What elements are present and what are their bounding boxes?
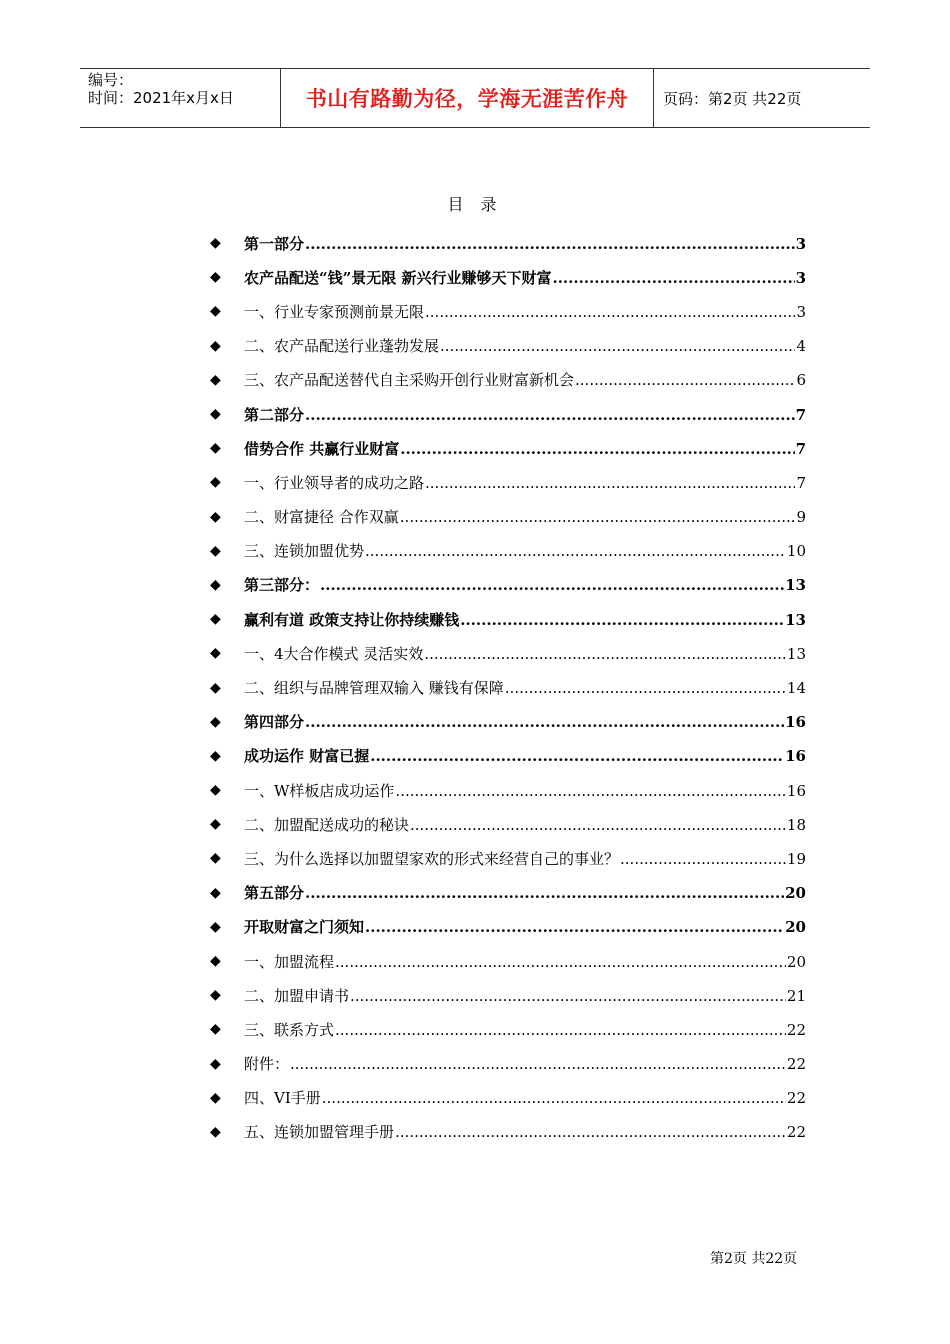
header-meta <box>80 69 281 127</box>
toc-entry-label: 附件： <box>244 1055 290 1074</box>
toc-entry-page: 4 <box>796 337 806 356</box>
toc-entry-label: 三、连锁加盟优势 <box>244 542 365 561</box>
toc-entry-page: 3 <box>795 268 806 287</box>
header-motto: 书山有路勤为径，学海无涯苦作舟 <box>281 69 654 127</box>
toc-entry[interactable] <box>210 705 806 739</box>
toc-leader-dots <box>424 645 786 663</box>
toc-entry[interactable] <box>210 1047 806 1081</box>
toc-entry-label: 第二部分 <box>244 405 305 424</box>
toc-entry-page: 18 <box>786 815 806 834</box>
diamond-bullet-icon: ◆ <box>210 1089 221 1106</box>
toc-entry-text <box>244 438 806 459</box>
toc-entry[interactable] <box>210 1115 806 1149</box>
toc-entry[interactable] <box>210 363 806 397</box>
toc-entry-page: 20 <box>785 884 806 903</box>
toc-entry-page: 6 <box>796 371 806 390</box>
toc-leader-dots <box>400 440 794 458</box>
diamond-bullet-icon: ◆ <box>210 713 221 730</box>
toc-leader-dots <box>365 918 784 936</box>
toc-entry-page: 16 <box>786 781 806 800</box>
toc-entry[interactable] <box>210 500 806 534</box>
toc-leader-dots <box>620 850 786 868</box>
toc-entry-label: 赢利有道 政策支持让你持续赚钱 <box>244 610 460 629</box>
toc-entry-page: 7 <box>795 439 806 458</box>
toc-entry-label: 二、财富捷径 合作双赢 <box>244 508 399 527</box>
toc-entry-text <box>244 1019 806 1040</box>
toc-entry-text <box>244 506 806 527</box>
toc-entry-label: 一、4大合作模式 灵活实效 <box>244 644 424 663</box>
toc-entry[interactable] <box>210 807 806 841</box>
toc-entry-page: 22 <box>786 1123 806 1142</box>
page-footer: 第2页 共22页 <box>710 1251 798 1267</box>
toc-leader-dots <box>505 679 786 697</box>
toc-entry-label: 一、加盟流程 <box>244 952 335 971</box>
toc-leader-dots <box>320 576 784 594</box>
toc-entry-page: 16 <box>785 747 806 766</box>
toc-entry-page: 3 <box>795 234 806 253</box>
toc-entry[interactable] <box>210 876 806 910</box>
diamond-bullet-icon: ◆ <box>210 1123 221 1140</box>
diamond-bullet-icon: ◆ <box>210 337 221 354</box>
toc-entry-page: 13 <box>786 644 806 663</box>
toc-entry-text <box>244 745 806 766</box>
toc-entry-text <box>244 916 806 937</box>
diamond-bullet-icon: ◆ <box>210 1055 221 1072</box>
toc-entry[interactable] <box>210 534 806 568</box>
toc-entry-page: 3 <box>796 302 806 321</box>
toc-entry-text <box>244 267 806 288</box>
toc-leader-dots <box>425 474 795 492</box>
diamond-bullet-icon: ◆ <box>210 576 221 593</box>
toc-entry-label: 三、联系方式 <box>244 1020 335 1039</box>
toc-entry[interactable] <box>210 397 806 431</box>
toc-entry-page: 19 <box>786 849 806 868</box>
toc-entry-text <box>244 540 806 561</box>
toc-entry-page: 22 <box>786 1055 806 1074</box>
diamond-bullet-icon: ◆ <box>210 440 221 457</box>
toc-leader-dots <box>305 884 784 902</box>
toc-entry-page: 7 <box>795 405 806 424</box>
toc-leader-dots <box>552 269 794 287</box>
toc-leader-dots <box>575 371 795 389</box>
header-page-label: 页码：第2页 共22页 <box>663 89 802 108</box>
toc-entry-text <box>244 1087 806 1108</box>
toc-entry[interactable] <box>210 739 806 773</box>
toc-entry-text <box>244 574 806 595</box>
toc-entry-text <box>244 301 806 322</box>
diamond-bullet-icon: ◆ <box>210 782 221 799</box>
diamond-bullet-icon: ◆ <box>210 542 221 559</box>
diamond-bullet-icon: ◆ <box>210 747 221 764</box>
toc-entry-label: 五、连锁加盟管理手册 <box>244 1123 395 1142</box>
toc-entry-label: 借势合作 共赢行业财富 <box>244 439 400 458</box>
diamond-bullet-icon: ◆ <box>210 371 221 388</box>
toc-leader-dots <box>335 1021 786 1039</box>
toc-entry[interactable] <box>210 636 806 670</box>
toc-entry[interactable] <box>210 1012 806 1046</box>
diamond-bullet-icon: ◆ <box>210 953 221 970</box>
toc-entry-label: 二、组织与品牌管理双输入 赚钱有保障 <box>244 679 504 698</box>
toc-entry-page: 16 <box>785 713 806 732</box>
toc-entry-label: 三、为什么选择以加盟望家欢的形式来经营自己的事业？ <box>244 849 620 868</box>
toc-entry-text <box>244 1053 806 1074</box>
toc-leader-dots <box>350 987 786 1005</box>
toc-entry[interactable] <box>210 431 806 465</box>
diamond-bullet-icon: ◆ <box>210 679 221 696</box>
toc-leader-dots <box>410 816 786 834</box>
toc-entry-text <box>244 711 806 732</box>
toc-entry-label: 第四部分 <box>244 713 305 732</box>
toc-entry-label: 第一部分 <box>244 234 305 253</box>
toc-entry-page: 20 <box>786 952 806 971</box>
toc-entry[interactable] <box>210 226 806 260</box>
toc-leader-dots <box>395 1123 786 1141</box>
toc-entry-text <box>244 643 806 664</box>
toc-entry-label: 一、行业专家预测前景无限 <box>244 302 425 321</box>
toc-leader-dots <box>335 953 786 971</box>
toc-entry-label: 三、农产品配送替代自主采购开创行业财富新机会 <box>244 371 575 390</box>
diamond-bullet-icon: ◆ <box>210 269 221 286</box>
diamond-bullet-icon: ◆ <box>210 918 221 935</box>
toc-entry[interactable] <box>210 773 806 807</box>
toc-leader-dots <box>395 782 785 800</box>
diamond-bullet-icon: ◆ <box>210 406 221 423</box>
toc-entry-text <box>244 233 806 254</box>
toc-leader-dots <box>365 542 786 560</box>
toc-entry-text <box>244 335 806 356</box>
diamond-bullet-icon: ◆ <box>210 1021 221 1038</box>
toc-entry[interactable] <box>210 329 806 363</box>
diamond-bullet-icon: ◆ <box>210 987 221 1004</box>
toc-leader-dots <box>370 747 784 765</box>
toc-entry[interactable] <box>210 944 806 978</box>
toc-entry-text <box>244 1121 806 1142</box>
toc-entry-label: 二、加盟配送成功的秘诀 <box>244 815 410 834</box>
table-of-contents <box>210 226 806 1149</box>
diamond-bullet-icon: ◆ <box>210 850 221 867</box>
toc-entry-text <box>244 677 806 698</box>
toc-entry-label: 开取财富之门须知 <box>244 918 365 937</box>
diamond-bullet-icon: ◆ <box>210 611 221 628</box>
toc-entry-text <box>244 848 806 869</box>
toc-entry[interactable] <box>210 978 806 1012</box>
toc-entry-page: 13 <box>785 576 806 595</box>
toc-entry-label: 第五部分 <box>244 884 305 903</box>
toc-entry-page: 13 <box>785 610 806 629</box>
toc-leader-dots <box>322 1089 786 1107</box>
diamond-bullet-icon: ◆ <box>210 884 221 901</box>
diamond-bullet-icon: ◆ <box>210 474 221 491</box>
toc-leader-dots <box>305 406 795 424</box>
toc-entry[interactable] <box>210 670 806 704</box>
toc-entry[interactable] <box>210 568 806 602</box>
toc-entry-label: 四、VI手册 <box>244 1089 321 1108</box>
toc-entry-text <box>244 404 806 425</box>
toc-entry-text <box>244 780 806 801</box>
toc-leader-dots <box>460 611 784 629</box>
diamond-bullet-icon: ◆ <box>210 645 221 662</box>
toc-entry-label: 成功运作 财富已握 <box>244 747 370 766</box>
diamond-bullet-icon: ◆ <box>210 303 221 320</box>
toc-entry-label: 一、W样板店成功运作 <box>244 781 395 800</box>
toc-entry-page: 22 <box>786 1089 806 1108</box>
toc-entry-text <box>244 882 806 903</box>
document-number-label: 编号： <box>88 71 134 89</box>
toc-entry[interactable] <box>210 602 806 636</box>
diamond-bullet-icon: ◆ <box>210 816 221 833</box>
toc-entry-page: 9 <box>796 508 806 527</box>
toc-title: 目 录 <box>447 195 503 214</box>
toc-leader-dots <box>440 337 795 355</box>
toc-entry-label: 农产品配送“钱”景无限 新兴行业赚够天下财富 <box>244 268 552 287</box>
toc-entry[interactable] <box>210 465 806 499</box>
toc-leader-dots <box>425 303 795 321</box>
toc-entry-label: 二、加盟申请书 <box>244 986 350 1005</box>
toc-entry[interactable] <box>210 294 806 328</box>
toc-entry-text <box>244 472 806 493</box>
toc-entry[interactable] <box>210 1081 806 1115</box>
toc-leader-dots <box>400 508 796 526</box>
toc-entry-text <box>244 985 806 1006</box>
diamond-bullet-icon: ◆ <box>210 508 221 525</box>
toc-entry-label: 一、行业领导者的成功之路 <box>244 473 425 492</box>
toc-entry-label: 二、农产品配送行业蓬勃发展 <box>244 337 440 356</box>
toc-entry-text <box>244 951 806 972</box>
toc-entry-page: 22 <box>786 1020 806 1039</box>
toc-entry[interactable] <box>210 260 806 294</box>
page-header <box>80 68 870 128</box>
diamond-bullet-icon: ◆ <box>210 235 221 252</box>
toc-entry-label: 第三部分： <box>244 576 320 595</box>
toc-entry-page: 20 <box>785 918 806 937</box>
toc-entry-text <box>244 369 806 390</box>
toc-leader-dots <box>305 235 795 253</box>
toc-entry-text <box>244 814 806 835</box>
toc-entry[interactable] <box>210 841 806 875</box>
toc-entry-page: 21 <box>786 986 806 1005</box>
toc-leader-dots <box>290 1055 786 1073</box>
toc-entry-text <box>244 609 806 630</box>
toc-entry[interactable] <box>210 910 806 944</box>
toc-entry-page: 10 <box>786 542 806 561</box>
document-time-label: 时间：2021年x月x日 <box>88 89 234 107</box>
toc-entry-page: 14 <box>786 679 806 698</box>
toc-entry-page: 7 <box>796 473 806 492</box>
toc-leader-dots <box>305 713 784 731</box>
